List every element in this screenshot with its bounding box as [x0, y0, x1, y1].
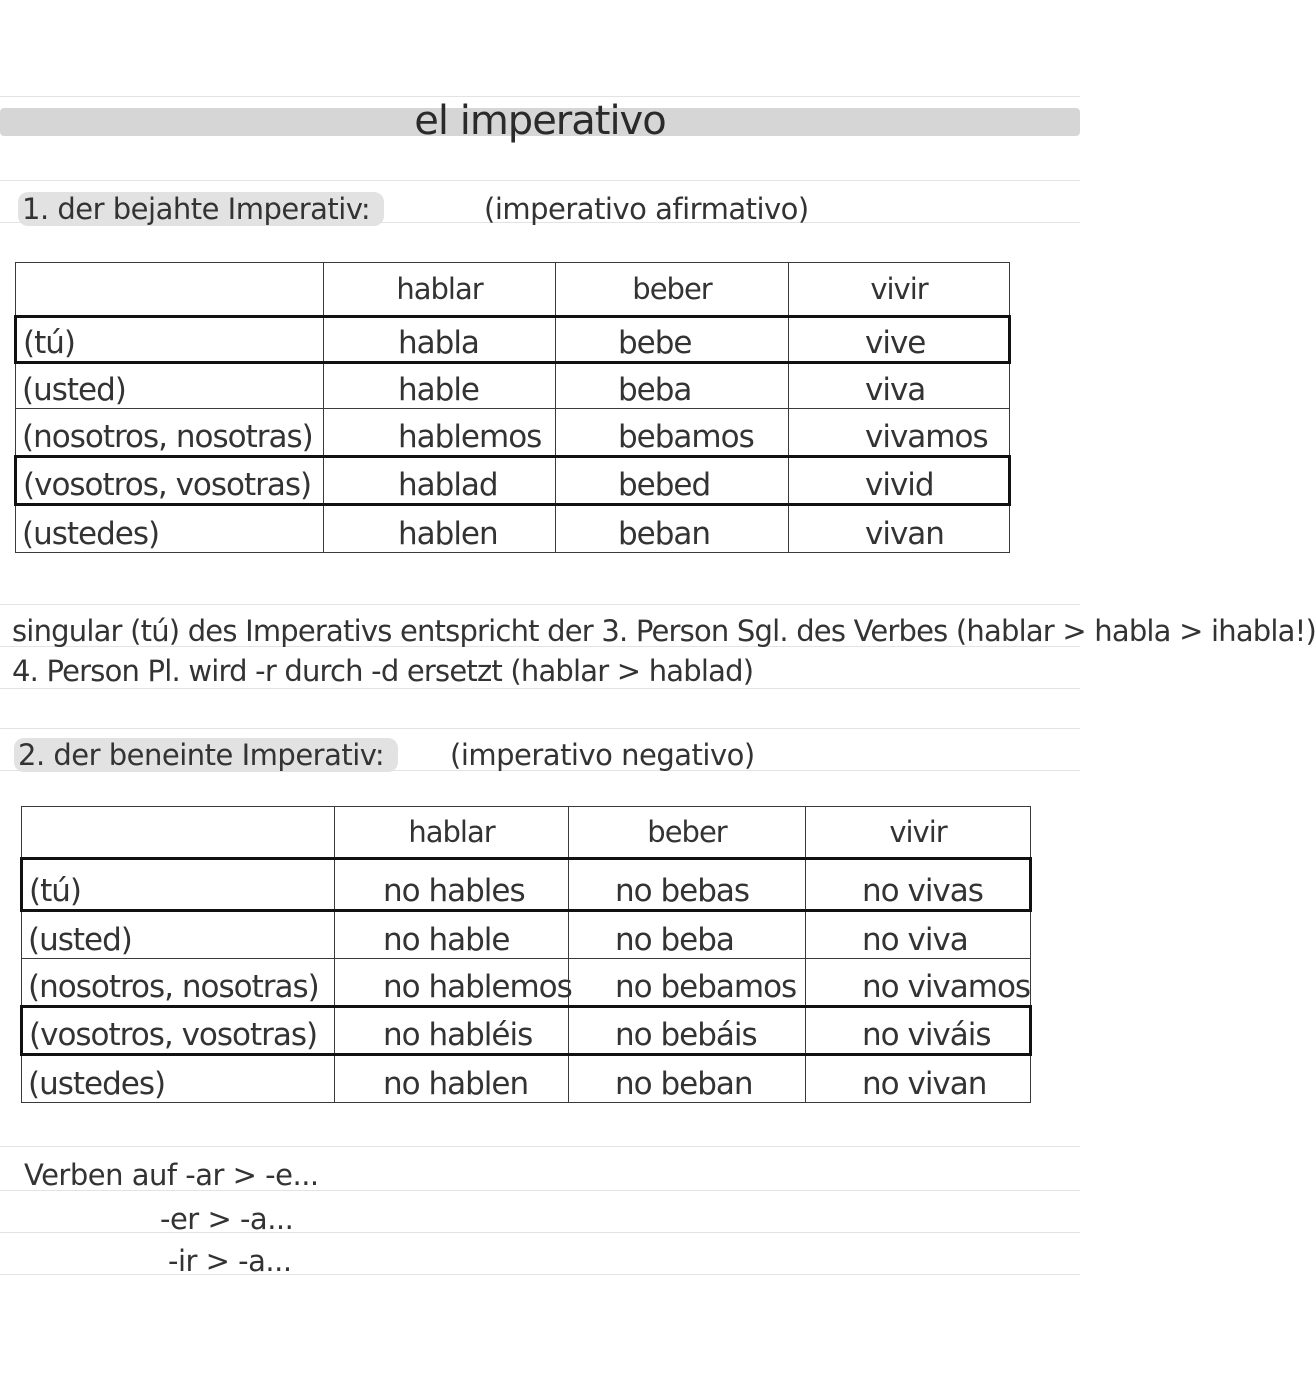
negative-table — [20, 806, 1032, 1103]
form-cell: beba — [556, 363, 789, 409]
section-2-subtitle: (imperativo negativo) — [450, 738, 755, 772]
section-1-heading-text: 1. der bejahte Imperativ: — [18, 192, 384, 226]
form-cell: no hables — [335, 859, 569, 911]
table-row — [22, 959, 1031, 1007]
form-cell: hablad — [324, 457, 556, 505]
verb-header: hablar — [324, 263, 556, 317]
table-row — [16, 457, 1010, 505]
table-row — [16, 409, 1010, 457]
ruled-line — [0, 688, 1080, 689]
table-row — [22, 911, 1031, 959]
form-cell: vivan — [789, 505, 1010, 553]
table-row — [16, 363, 1010, 409]
form-cell: no hablemos — [335, 959, 569, 1007]
form-cell: hablen — [324, 505, 556, 553]
form-cell: no beban — [569, 1055, 806, 1103]
ruled-line — [0, 1274, 1080, 1275]
person-cell: (nosotros, nosotras) — [16, 409, 324, 457]
form-cell: no viva — [806, 911, 1031, 959]
table-row — [22, 1055, 1031, 1103]
person-cell: (ustedes) — [16, 505, 324, 553]
form-cell: no bebas — [569, 859, 806, 911]
form-cell: no vivamos — [806, 959, 1031, 1007]
verb-header: vivir — [806, 807, 1031, 859]
ending-rule: -er > -a... — [160, 1202, 294, 1236]
form-cell: hable — [324, 363, 556, 409]
form-cell: no bebamos — [569, 959, 806, 1007]
ruled-line — [0, 96, 1080, 97]
form-cell: no vivan — [806, 1055, 1031, 1103]
form-cell: viva — [789, 363, 1010, 409]
person-cell: (usted) — [22, 911, 335, 959]
ending-rule: Verben auf -ar > -e... — [24, 1158, 319, 1192]
section-1-subtitle: (imperativo afirmativo) — [484, 192, 809, 226]
table-header-empty — [22, 807, 335, 859]
section-2-heading-text: 2. der beneinte Imperativ: — [14, 738, 398, 772]
verb-header: beber — [569, 807, 806, 859]
table-header-empty — [16, 263, 324, 317]
form-cell: no habléis — [335, 1007, 569, 1055]
person-cell: (vosotros, vosotras) — [22, 1007, 335, 1055]
form-cell: no viváis — [806, 1007, 1031, 1055]
person-cell: (nosotros, nosotras) — [22, 959, 335, 1007]
ruled-line — [0, 180, 1080, 181]
person-cell: (tú) — [22, 859, 335, 911]
form-cell: bebamos — [556, 409, 789, 457]
table-row — [22, 859, 1031, 911]
form-cell: beban — [556, 505, 789, 553]
ruled-line — [0, 728, 1080, 729]
form-cell: no hablen — [335, 1055, 569, 1103]
ruled-line — [0, 1146, 1080, 1147]
form-cell: no bebáis — [569, 1007, 806, 1055]
form-cell: no vivas — [806, 859, 1031, 911]
form-cell: bebed — [556, 457, 789, 505]
table-row — [22, 1007, 1031, 1055]
page-title: el imperativo — [414, 98, 666, 144]
form-cell: bebe — [556, 317, 789, 363]
note-line: singular (tú) des Imperativs entspricht der 3. Person Sgl. des Verbes (hablar > habla > ihabla!) — [12, 614, 1316, 648]
verb-header: vivir — [789, 263, 1010, 317]
ruled-line — [0, 604, 1080, 605]
affirmative-table — [14, 262, 1011, 553]
table-header-row — [22, 807, 1031, 859]
person-cell: (tú) — [16, 317, 324, 363]
verb-header: hablar — [335, 807, 569, 859]
form-cell: habla — [324, 317, 556, 363]
person-cell: (vosotros, vosotras) — [16, 457, 324, 505]
form-cell: no hable — [335, 911, 569, 959]
verb-header: beber — [556, 263, 789, 317]
table-row — [16, 505, 1010, 553]
person-cell: (ustedes) — [22, 1055, 335, 1103]
person-cell: (usted) — [16, 363, 324, 409]
ending-rule: -ir > -a... — [168, 1244, 292, 1278]
form-cell: no beba — [569, 911, 806, 959]
form-cell: vivamos — [789, 409, 1010, 457]
form-cell: vive — [789, 317, 1010, 363]
form-cell: vivid — [789, 457, 1010, 505]
note-line: 4. Person Pl. wird -r durch -d ersetzt (hablar > hablad) — [12, 654, 754, 688]
section-2-heading — [14, 738, 398, 772]
table-header-row — [16, 263, 1010, 317]
form-cell: hablemos — [324, 409, 556, 457]
section-1-heading — [18, 192, 384, 226]
table-row — [16, 317, 1010, 363]
